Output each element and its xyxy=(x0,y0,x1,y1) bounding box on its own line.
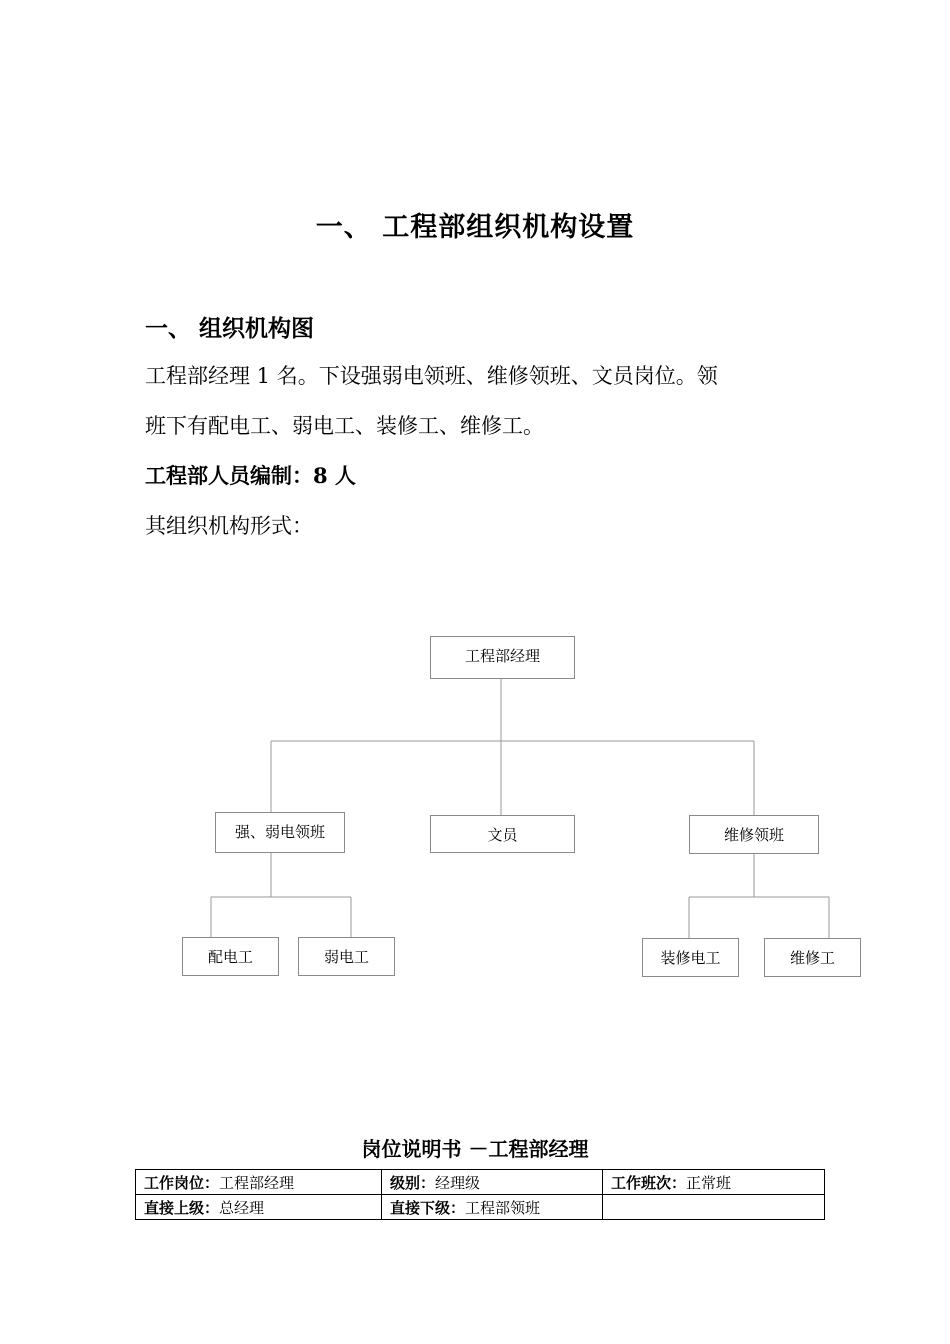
page-title: 一、 工程部组织机构设置 xyxy=(315,212,635,243)
table-row xyxy=(136,1170,825,1195)
grade-label: 级别： xyxy=(390,1173,436,1192)
paragraph-headcount: 工程部人员编制：8 人 xyxy=(145,463,356,488)
shift-label: 工作班次： xyxy=(611,1173,687,1192)
shift-value: 正常班 xyxy=(686,1173,732,1192)
superior-label: 直接上级： xyxy=(144,1198,220,1217)
paragraph-staff-structure: 工程部经理 1 名。下设强弱电领班、维修领班、文员岗位。领 xyxy=(145,364,718,388)
table-cell-subordinate xyxy=(382,1195,603,1220)
table-cell-superior xyxy=(136,1195,382,1220)
section-heading: 一、 组织机构图 xyxy=(145,315,315,342)
job-description-title: 岗位说明书 －工程部经理 xyxy=(361,1137,589,1161)
org-node-maintenance-worker: 维修工 xyxy=(764,938,861,977)
table-row xyxy=(136,1195,825,1220)
job-description-table xyxy=(135,1169,825,1220)
org-node-clerk: 文员 xyxy=(430,815,575,853)
position-value: 工程部经理 xyxy=(219,1173,295,1192)
grade-value: 经理级 xyxy=(435,1173,481,1192)
table-cell-shift xyxy=(603,1170,825,1195)
table-cell-grade xyxy=(382,1170,603,1195)
superior-value: 总经理 xyxy=(219,1198,265,1217)
org-node-decoration-electrician: 装修电工 xyxy=(642,938,739,977)
table-cell-empty xyxy=(603,1195,825,1220)
org-node-electrical-lead: 强、弱电领班 xyxy=(215,812,345,853)
paragraph-workers: 班下有配电工、弱电工、装修工、维修工。 xyxy=(145,414,544,438)
paragraph-org-form: 其组织机构形式： xyxy=(145,514,313,538)
org-node-manager: 工程部经理 xyxy=(430,636,575,679)
subordinate-label: 直接下级： xyxy=(390,1198,466,1217)
subordinate-value: 工程部领班 xyxy=(465,1198,541,1217)
org-node-maintenance-lead: 维修领班 xyxy=(689,815,819,854)
org-node-weak-electrician: 弱电工 xyxy=(298,937,395,976)
org-node-electrician: 配电工 xyxy=(182,937,279,976)
position-label: 工作岗位： xyxy=(144,1173,220,1192)
table-cell-position xyxy=(136,1170,382,1195)
